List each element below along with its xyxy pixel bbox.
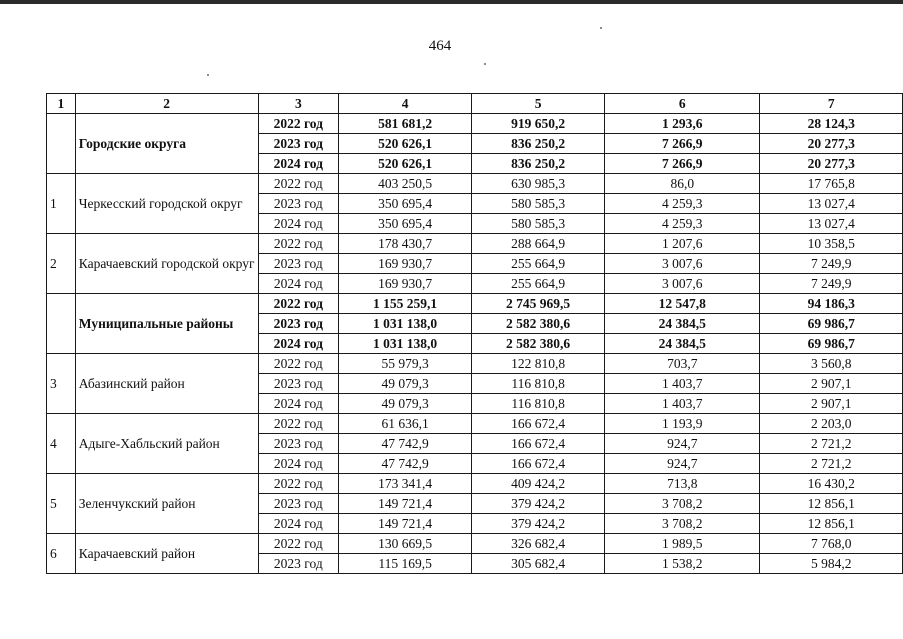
value-cell: 836 250,2	[472, 154, 605, 174]
value-cell: 7 266,9	[605, 134, 760, 154]
value-cell: 1 031 138,0	[339, 334, 472, 354]
value-cell: 166 672,4	[472, 434, 605, 454]
value-cell: 255 664,9	[472, 274, 605, 294]
value-cell: 919 650,2	[472, 114, 605, 134]
scan-speck	[600, 27, 602, 29]
value-cell: 350 695,4	[339, 214, 472, 234]
year-cell: 2024 год	[258, 454, 339, 474]
value-cell: 1 193,9	[605, 414, 760, 434]
table-row	[47, 534, 903, 554]
value-cell: 28 124,3	[760, 114, 903, 134]
year-cell: 2024 год	[258, 274, 339, 294]
value-cell: 2 745 969,5	[472, 294, 605, 314]
value-cell: 69 986,7	[760, 314, 903, 334]
value-cell: 924,7	[605, 434, 760, 454]
year-cell: 2022 год	[258, 534, 339, 554]
value-cell: 3 007,6	[605, 254, 760, 274]
value-cell: 1 538,2	[605, 554, 760, 574]
table-row	[47, 414, 903, 434]
value-cell: 630 985,3	[472, 174, 605, 194]
header-cell: 2	[75, 94, 258, 114]
value-cell: 2 907,1	[760, 374, 903, 394]
scan-speck	[207, 74, 209, 76]
value-cell: 4 259,3	[605, 194, 760, 214]
year-cell: 2023 год	[258, 494, 339, 514]
year-cell: 2023 год	[258, 134, 339, 154]
year-cell: 2022 год	[258, 114, 339, 134]
year-cell: 2024 год	[258, 394, 339, 414]
value-cell: 703,7	[605, 354, 760, 374]
value-cell: 836 250,2	[472, 134, 605, 154]
table-body	[47, 114, 903, 574]
value-cell: 2 907,1	[760, 394, 903, 414]
year-cell: 2024 год	[258, 154, 339, 174]
territory-name: Карачаевский городской округ	[75, 234, 258, 294]
value-cell: 580 585,3	[472, 194, 605, 214]
table-row	[47, 234, 903, 254]
value-cell: 1 031 138,0	[339, 314, 472, 334]
year-cell: 2023 год	[258, 554, 339, 574]
value-cell: 116 810,8	[472, 394, 605, 414]
value-cell: 47 742,9	[339, 454, 472, 474]
territory-name: Абазинский район	[75, 354, 258, 414]
value-cell: 49 079,3	[339, 394, 472, 414]
value-cell: 3 708,2	[605, 514, 760, 534]
row-index: 1	[47, 174, 76, 234]
row-index: 6	[47, 534, 76, 574]
value-cell: 403 250,5	[339, 174, 472, 194]
row-index: 5	[47, 474, 76, 534]
page-top-border	[0, 0, 903, 4]
table-row	[47, 474, 903, 494]
value-cell: 12 856,1	[760, 514, 903, 534]
value-cell: 10 358,5	[760, 234, 903, 254]
value-cell: 7 768,0	[760, 534, 903, 554]
value-cell: 3 560,8	[760, 354, 903, 374]
value-cell: 122 810,8	[472, 354, 605, 374]
page-number: 464	[428, 38, 452, 54]
value-cell: 520 626,1	[339, 134, 472, 154]
table-row	[47, 354, 903, 374]
value-cell: 305 682,4	[472, 554, 605, 574]
value-cell: 24 384,5	[605, 314, 760, 334]
header-row	[47, 94, 903, 114]
year-cell: 2022 год	[258, 414, 339, 434]
year-cell: 2023 год	[258, 314, 339, 334]
row-index	[47, 114, 76, 174]
value-cell: 1 293,6	[605, 114, 760, 134]
value-cell: 3 007,6	[605, 274, 760, 294]
value-cell: 581 681,2	[339, 114, 472, 134]
territory-name: Карачаевский район	[75, 534, 258, 574]
value-cell: 86,0	[605, 174, 760, 194]
territory-name: Зеленчукский район	[75, 474, 258, 534]
value-cell: 3 708,2	[605, 494, 760, 514]
value-cell: 288 664,9	[472, 234, 605, 254]
value-cell: 7 249,9	[760, 274, 903, 294]
value-cell: 166 672,4	[472, 454, 605, 474]
year-cell: 2024 год	[258, 334, 339, 354]
scan-speck	[484, 63, 486, 65]
row-index: 4	[47, 414, 76, 474]
value-cell: 255 664,9	[472, 254, 605, 274]
value-cell: 379 424,2	[472, 514, 605, 534]
value-cell: 13 027,4	[760, 194, 903, 214]
year-cell: 2023 год	[258, 254, 339, 274]
year-cell: 2022 год	[258, 354, 339, 374]
value-cell: 47 742,9	[339, 434, 472, 454]
value-cell: 2 582 380,6	[472, 334, 605, 354]
value-cell: 1 403,7	[605, 394, 760, 414]
value-cell: 149 721,4	[339, 494, 472, 514]
value-cell: 169 930,7	[339, 274, 472, 294]
territory-name: Черкесский городской округ	[75, 174, 258, 234]
value-cell: 17 765,8	[760, 174, 903, 194]
value-cell: 713,8	[605, 474, 760, 494]
value-cell: 16 430,2	[760, 474, 903, 494]
value-cell: 130 669,5	[339, 534, 472, 554]
year-cell: 2023 год	[258, 194, 339, 214]
value-cell: 2 582 380,6	[472, 314, 605, 334]
territory-name: Муниципальные районы	[75, 294, 258, 354]
value-cell: 116 810,8	[472, 374, 605, 394]
year-cell: 2023 год	[258, 434, 339, 454]
row-index	[47, 294, 76, 354]
year-cell: 2022 год	[258, 174, 339, 194]
value-cell: 326 682,4	[472, 534, 605, 554]
value-cell: 178 430,7	[339, 234, 472, 254]
value-cell: 350 695,4	[339, 194, 472, 214]
value-cell: 115 169,5	[339, 554, 472, 574]
table-row	[47, 294, 903, 314]
value-cell: 7 266,9	[605, 154, 760, 174]
value-cell: 2 721,2	[760, 434, 903, 454]
header-cell: 1	[47, 94, 76, 114]
value-cell: 4 259,3	[605, 214, 760, 234]
value-cell: 55 979,3	[339, 354, 472, 374]
year-cell: 2022 год	[258, 294, 339, 314]
header-cell: 5	[472, 94, 605, 114]
value-cell: 379 424,2	[472, 494, 605, 514]
value-cell: 169 930,7	[339, 254, 472, 274]
value-cell: 20 277,3	[760, 134, 903, 154]
table-row	[47, 174, 903, 194]
row-index: 2	[47, 234, 76, 294]
value-cell: 173 341,4	[339, 474, 472, 494]
value-cell: 13 027,4	[760, 214, 903, 234]
row-index: 3	[47, 354, 76, 414]
value-cell: 1 207,6	[605, 234, 760, 254]
year-cell: 2023 год	[258, 374, 339, 394]
header-cell: 4	[339, 94, 472, 114]
value-cell: 2 203,0	[760, 414, 903, 434]
year-cell: 2024 год	[258, 214, 339, 234]
value-cell: 580 585,3	[472, 214, 605, 234]
header-cell: 6	[605, 94, 760, 114]
value-cell: 2 721,2	[760, 454, 903, 474]
budget-table	[46, 93, 903, 574]
value-cell: 7 249,9	[760, 254, 903, 274]
value-cell: 94 186,3	[760, 294, 903, 314]
year-cell: 2022 год	[258, 474, 339, 494]
value-cell: 20 277,3	[760, 154, 903, 174]
value-cell: 1 403,7	[605, 374, 760, 394]
value-cell: 49 079,3	[339, 374, 472, 394]
territory-name: Адыге-Хабльский район	[75, 414, 258, 474]
header-cell: 3	[258, 94, 339, 114]
value-cell: 1 989,5	[605, 534, 760, 554]
year-cell: 2024 год	[258, 514, 339, 534]
value-cell: 12 856,1	[760, 494, 903, 514]
value-cell: 166 672,4	[472, 414, 605, 434]
value-cell: 1 155 259,1	[339, 294, 472, 314]
table-row	[47, 114, 903, 134]
value-cell: 409 424,2	[472, 474, 605, 494]
value-cell: 12 547,8	[605, 294, 760, 314]
header-cell: 7	[760, 94, 903, 114]
value-cell: 149 721,4	[339, 514, 472, 534]
value-cell: 5 984,2	[760, 554, 903, 574]
value-cell: 61 636,1	[339, 414, 472, 434]
value-cell: 24 384,5	[605, 334, 760, 354]
value-cell: 520 626,1	[339, 154, 472, 174]
year-cell: 2022 год	[258, 234, 339, 254]
value-cell: 69 986,7	[760, 334, 903, 354]
value-cell: 924,7	[605, 454, 760, 474]
territory-name: Городские округа	[75, 114, 258, 174]
